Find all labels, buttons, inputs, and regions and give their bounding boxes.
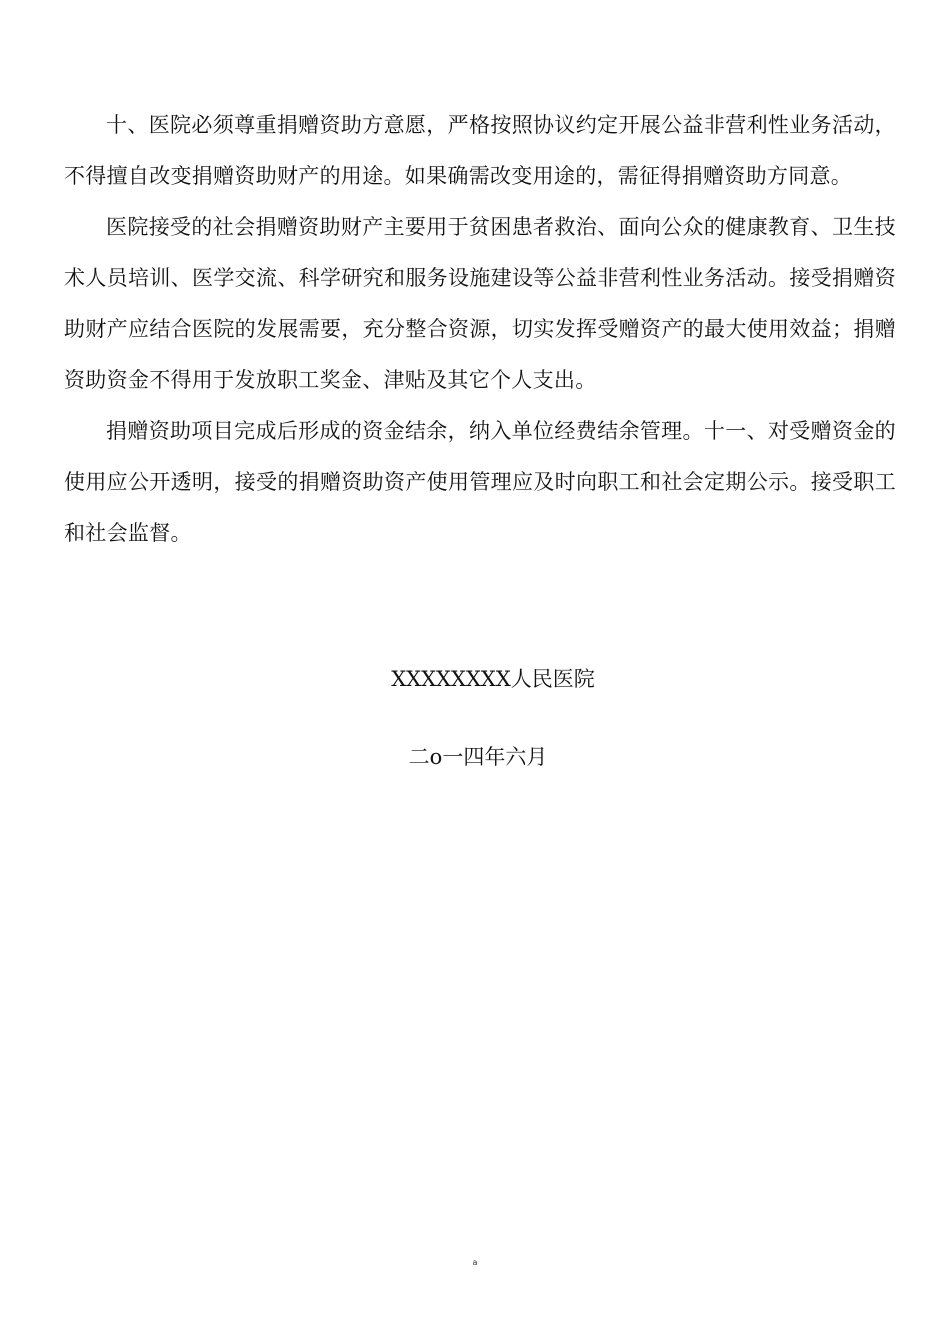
paragraph-fund-balance: 捐赠资助项目完成后形成的资金结余，纳入单位经费结余管理。十一、对受赠资金的使用应公开透明，接受的捐赠资助资产使用管理应及时向职工和社会定期公示。接受职工和社会监督。 [64, 419, 896, 545]
signature-date: 二o一四年六月 [408, 745, 548, 769]
footer-mark: a [472, 1258, 478, 1267]
paragraph-donor-intent: 十、医院必须尊重捐赠资助方意愿，严格按照协议约定开展公益非营利性业务活动，不得擅自改变捐赠资助财产的用途。如果确需改变用途的，需征得捐赠资助方同意。 [64, 113, 896, 188]
signature-organization: XXXXXXXX人民医院 [391, 667, 595, 691]
document-body [64, 100, 896, 559]
paragraph-donation-usage: 医院接受的社会捐赠资助财产主要用于贫困患者救治、面向公众的健康教育、卫生技术人员培训、医学交流、科学研究和服务设施建设等公益非营利性业务活动。接受捐赠资助财产应结合医院的发展需要，充分整合资源，切实发挥受赠资产的最大使用效益；捐赠资助资金不得用于发放职工奖金、津贴及其它个人支出。 [64, 215, 896, 392]
